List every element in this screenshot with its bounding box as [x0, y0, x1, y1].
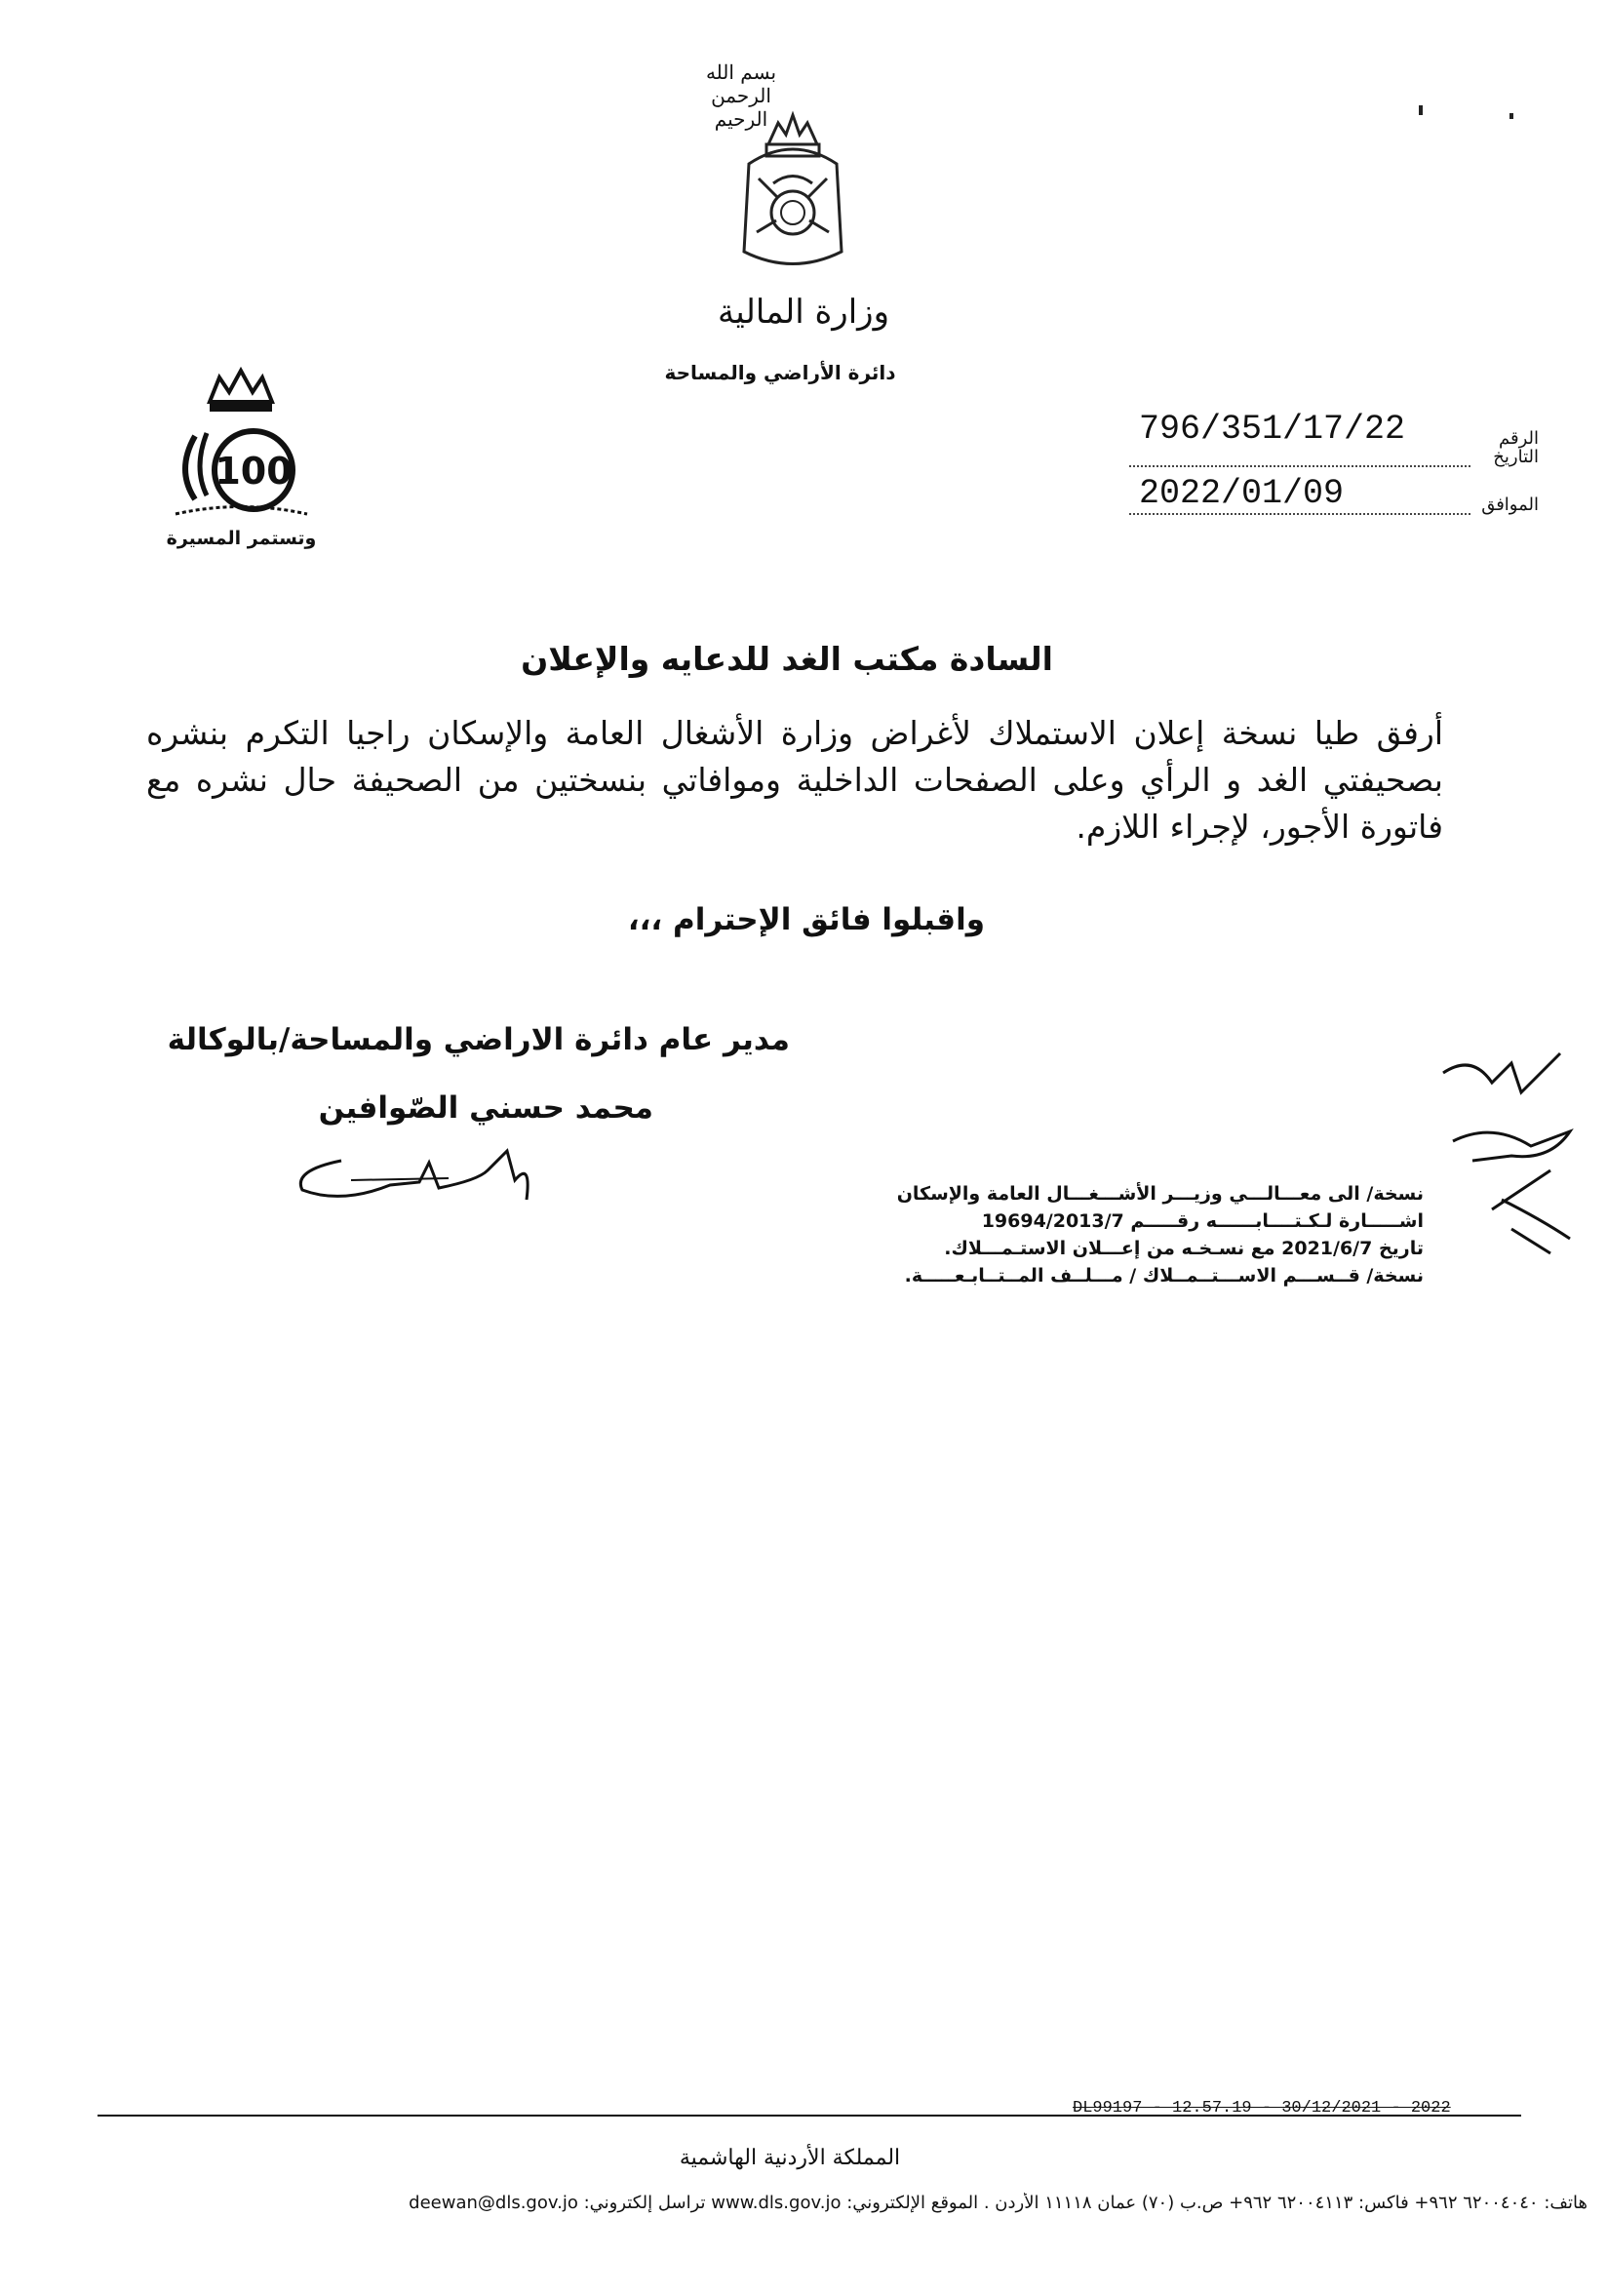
- copies-block: [751, 1180, 1424, 1289]
- crown-icon: [156, 363, 327, 524]
- reference-date-label: التاريخ: [1493, 447, 1539, 467]
- kingdom-name: المملكة الأردنية الهاشمية: [679, 2146, 901, 2170]
- print-stamp: DL99197 - 12.57.19 - 30/12/2021 - 2022: [1073, 2099, 1451, 2118]
- reference-date-row: [1129, 447, 1539, 467]
- copy-line: نسخة/ الى معـــالـــي وزيـــر الأشـــغـــال العامة والإسكان: [896, 1183, 1424, 1205]
- handwritten-initials: [1433, 1044, 1589, 1278]
- date-dotted-line: [1129, 459, 1470, 467]
- centennial-logo: [156, 363, 327, 558]
- contact-info: هاتف: ٦٢٠٠٤٠٤٠ ٩٦٢+ فاكس: ٦٢٠٠٤١١٣ ٩٦٢+ ص.ب (٧٠) عمان ١١١١٨ الأردن . الموقع الإلكتروني: www.dls.gov.jo تراسل إلكتروني: deewan@dls.gov.jo: [409, 2193, 1587, 2213]
- copy-line: نسخة/ قــســـم الاســـتــمــلاك / مـــلــف المــتــابـعـــــة.: [904, 1265, 1424, 1287]
- reference-number-value: 796/351/17/22: [1139, 410, 1406, 449]
- closing: واقبلوا فائق الإحترام ،،،: [627, 902, 985, 937]
- copy-line: تاريخ 2021/6/7 مع نسـخـه من إعـــلان الاستـمـــلاك.: [944, 1238, 1424, 1259]
- addressee: السادة مكتب الغد للدعايه والإعلان: [521, 640, 1053, 678]
- letter-body: أرفق طيا نسخة إعلان الاستملاك لأغراض وزارة الأشغال العامة والإسكان راجيا التكرم بنشره بصحيفتي الغد و الرأي وعلى الصفحات الداخلية وموافاتي بنسختين من الصحيفة حال نشره مع فاتورة الأجور، لإجراء اللازم.: [146, 714, 1443, 846]
- copy-line: اشـــــارة لـكـتــــابــــــه رقـــــم 19694/2013/7: [981, 1210, 1424, 1232]
- basmala: بسم الله الرحمن الرحيم: [705, 60, 777, 131]
- reference-hijri-label: الموافق: [1481, 495, 1539, 515]
- centennial-slogan: وتستمر المسيرة: [166, 528, 317, 549]
- scan-mark: [1419, 105, 1423, 115]
- centennial-number: 100: [215, 450, 293, 493]
- reference-hijri-row: [1129, 474, 1539, 515]
- reference-number-label: الرقم: [1498, 428, 1539, 449]
- signatory-name: محمد حسني الصّوافين: [318, 1090, 653, 1126]
- reference-date-value: 2022/01/09: [1129, 474, 1470, 515]
- ministry-name: وزارة المالية: [718, 293, 889, 332]
- handwritten-signature: [283, 1141, 566, 1209]
- coat-of-arms-icon: [729, 105, 856, 273]
- signatory-title: مدير عام دائرة الاراضي والمساحة/بالوكالة: [167, 1022, 790, 1057]
- reference-number-row: [1129, 410, 1539, 449]
- scan-mark: [1509, 113, 1513, 119]
- department-name: دائرة الأراضي والمساحة: [664, 361, 896, 384]
